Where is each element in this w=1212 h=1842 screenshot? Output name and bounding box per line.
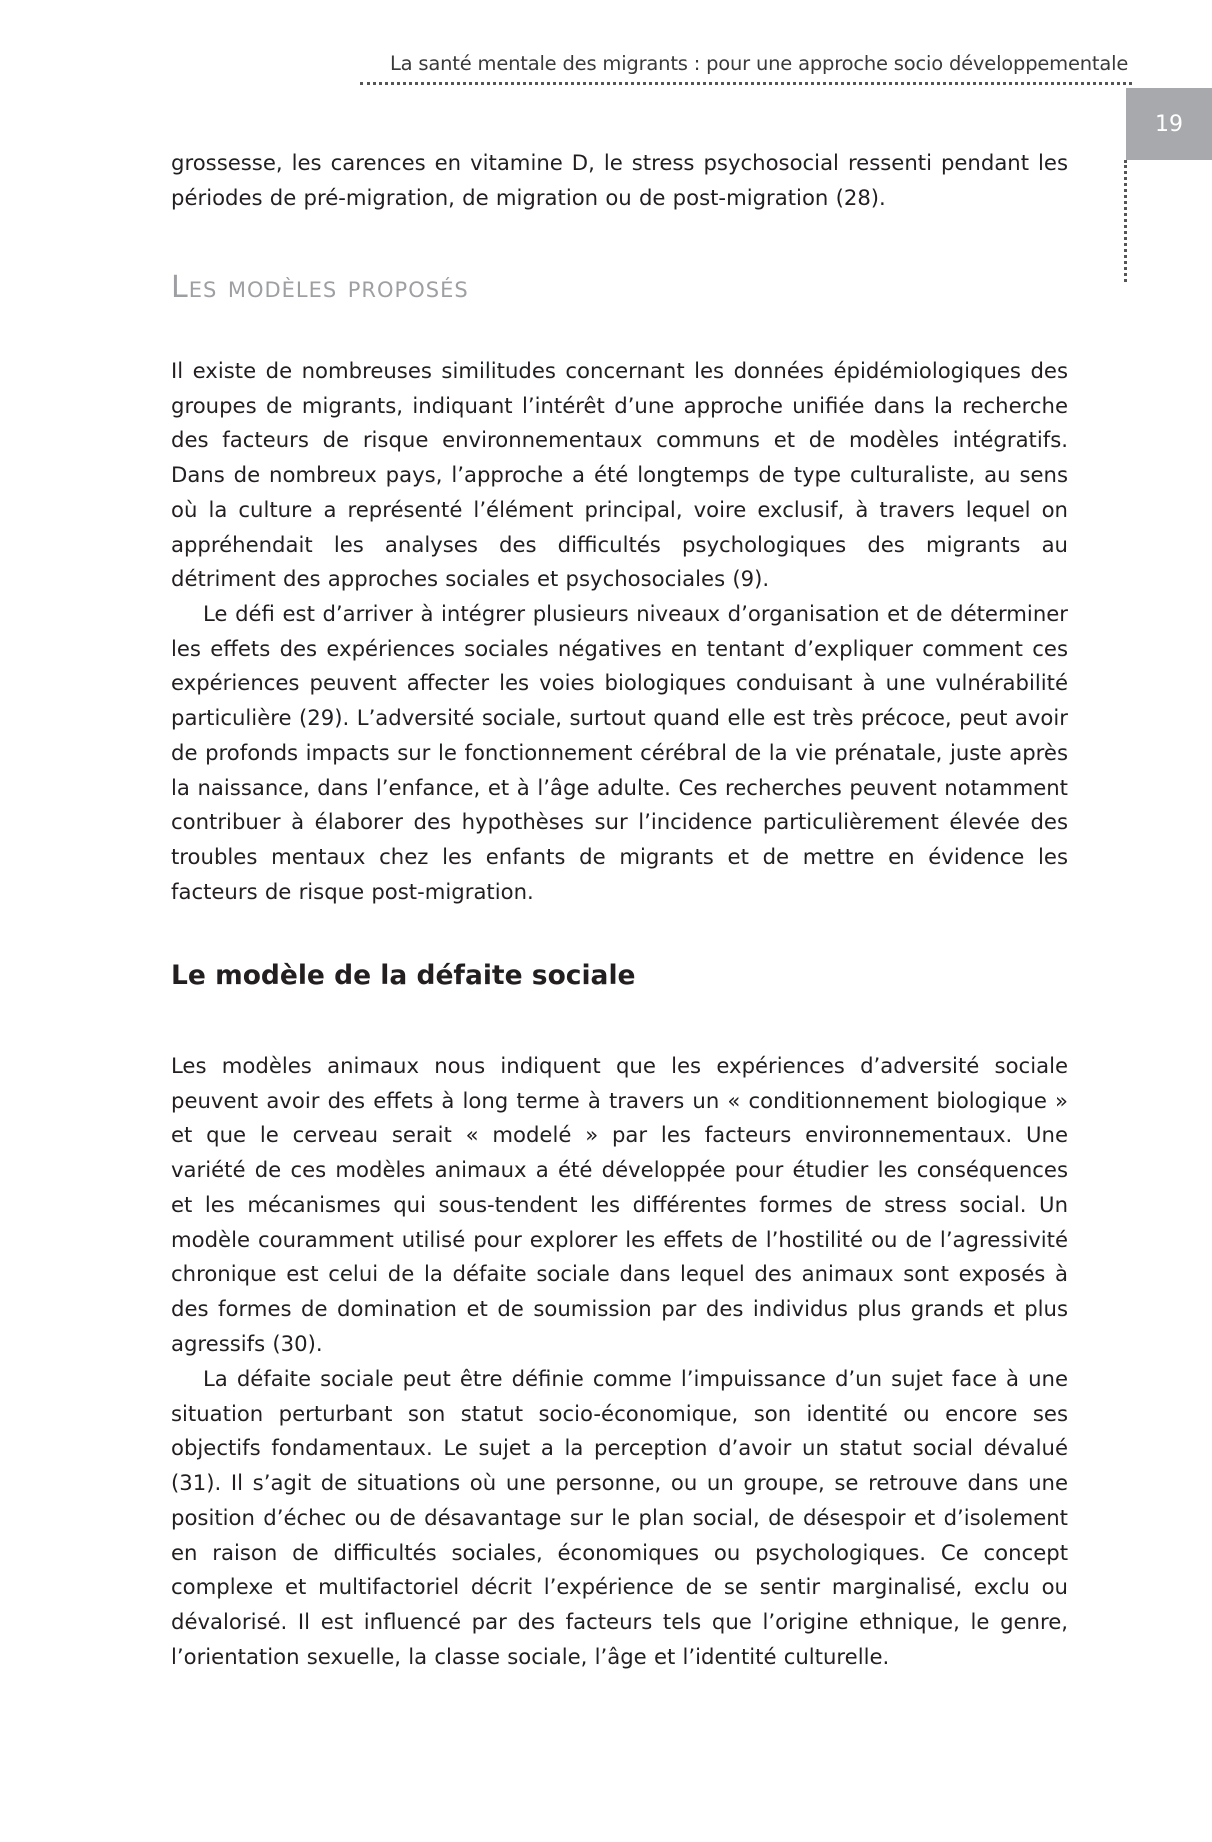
paragraph: Le défi est d’arriver à intégrer plusieurs niveaux d’organisation et de déterminer les effets des expériences sociales négatives en tentant d’expliquer comment ces expériences peuvent affecter les voies biologiques conduisant à une vulnérabilité particulière (29). L’adversité sociale, surtout quand elle est très précoce, peut avoir de profonds impacts sur le fonctionnement cérébral de la vie prénatale, juste après la naissance, dans l’enfance, et à l’âge adulte. Ces recherches peuvent notamment contribuer à élaborer des hypothèses sur l’incidence particulièrement élevée des troubles mentaux chez les enfants de migrants et de mettre en évidence les facteurs de risque post-migration. bbox=[171, 601, 1068, 904]
header-dotted-rule bbox=[360, 82, 1132, 85]
side-dotted-rule bbox=[1124, 160, 1127, 282]
paragraph: Il existe de nombreuses similitudes concernant les données épidémiologiques des groupes de migrants, indiquant l’intérêt d’une approche unifiée dans la recherche des facteurs de risque environnementaux communs et de modèles intégratifs. Dans de nombreux pays, l’approche a été longtemps de type culturaliste, au sens où la culture a représenté l’élément principal, voire exclusif, à travers lequel on appréhendait les analyses des difficultés psychologiques des migrants au détriment des approches sociales et psychosociales (9). bbox=[171, 358, 1068, 592]
page-number-tab bbox=[1126, 88, 1212, 160]
section-title: Les modèles proposés bbox=[171, 270, 469, 305]
paragraph: La défaite sociale peut être définie comme l’impuissance d’un sujet face à une situation perturbant son statut socio-économique, son identité ou encore ses objectifs fondamentaux. Le sujet a la perception d’avoir un statut social dévalué (31). Il s’agit de situations où une personne, ou un groupe, se retrouve dans une position d’échec ou de désavantage sur le plan social, de désespoir et d’isolement en raison de difficultés sociales, économiques ou psychologiques. Ce concept complexe et multifactoriel décrit l’expérience de se sentir marginalisé, exclu ou dévalorisé. Il est influencé par des facteurs tels que l’origine ethnique, le genre, l’orientation sexuelle, la classe sociale, l’âge et l’identité culturelle. bbox=[171, 1366, 1068, 1669]
running-header: La santé mentale des migrants : pour une approche socio développementale bbox=[390, 52, 1129, 75]
page-number: 19 bbox=[1155, 111, 1183, 137]
paragraph: Les modèles animaux nous indiquent que les expériences d’adversité sociale peuvent avoir des effets à long terme à travers un « conditionnement biologique » et que le cerveau serait « modelé » par les facteurs environnementaux. Une variété de ces modèles animaux a été développée pour étudier les conséquences et les mécanismes qui sous-tendent les différentes formes de stress social. Un modèle couramment utilisé pour explorer les effets de l’hostilité ou de l’agressivité chronique est celui de la défaite sociale dans lequel des animaux sont exposés à des formes de domination et de soumission par des individus plus grands et plus agressifs (30). bbox=[171, 1053, 1068, 1356]
subsection-title: Le modèle de la défaite sociale bbox=[171, 960, 636, 991]
paragraph-continuation: grossesse, les carences en vitamine D, le stress psychosocial ressenti pendant les périodes de pré-migration, de migration ou de post-migration (28). bbox=[171, 150, 1068, 210]
